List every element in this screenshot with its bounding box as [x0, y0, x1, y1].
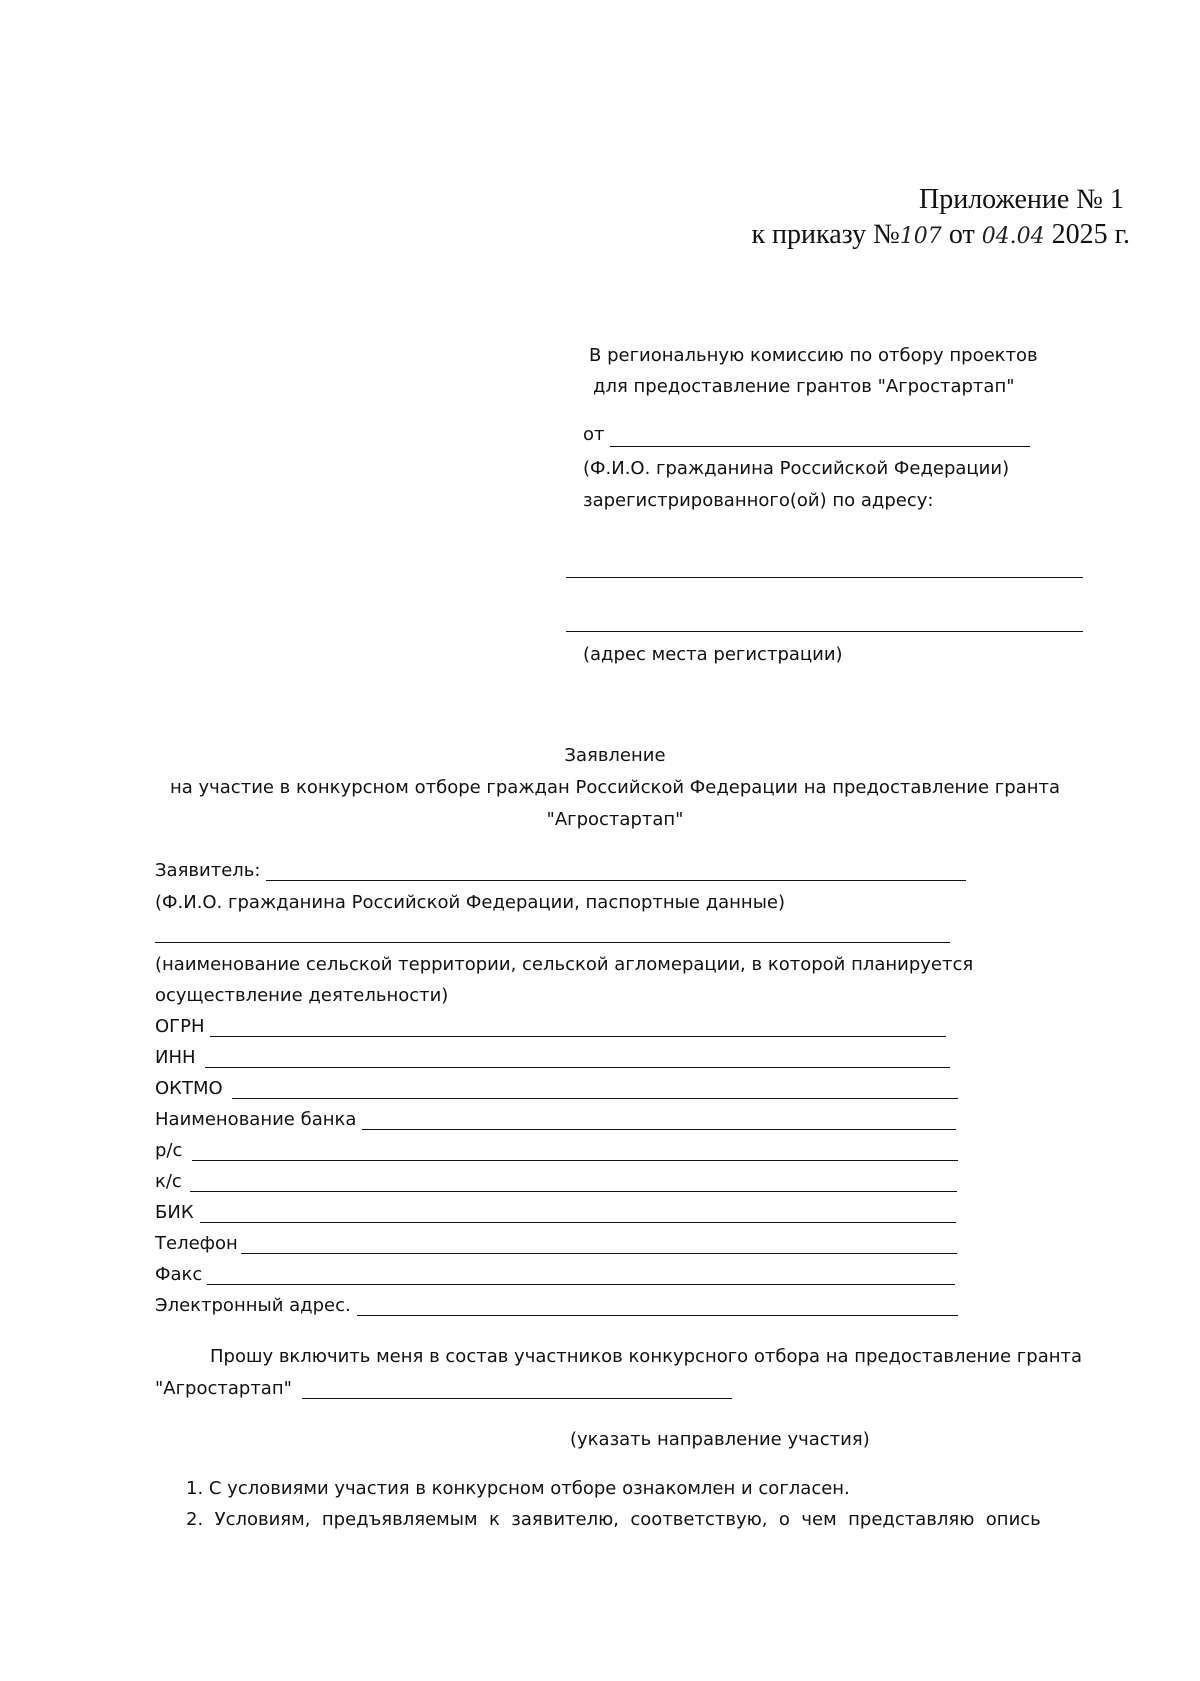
request-grant-name: "Агростартап": [155, 1378, 292, 1399]
fax-label: Факс: [155, 1264, 203, 1285]
territory-blank[interactable]: [155, 942, 950, 943]
direction-blank[interactable]: [302, 1398, 732, 1399]
address-blank-1[interactable]: [566, 577, 1083, 578]
addressee-line-2: для предоставление грантов "Агростартап": [593, 376, 1015, 397]
order-from: от: [948, 219, 975, 250]
request-text: Прошу включить меня в состав участников конкурсного отбора на предоставление гранта: [210, 1346, 1083, 1367]
email-blank[interactable]: [357, 1315, 958, 1316]
ks-label: к/с: [155, 1171, 182, 1192]
applicant-label: Заявитель:: [155, 860, 261, 881]
phone-label: Телефон: [155, 1233, 238, 1254]
phone-blank[interactable]: [241, 1253, 957, 1254]
statement-subtitle: на участие в конкурсном отборе граждан Российской Федерации на предоставление гранта: [169, 777, 1061, 798]
inn-label: ИНН: [155, 1047, 196, 1068]
from-label: от: [583, 424, 605, 445]
rs-label: р/с: [155, 1140, 183, 1161]
applicant-note: (Ф.И.О. гражданина Российской Федерации, паспортные данные): [155, 892, 786, 913]
order-date-handwritten: 04.04: [981, 224, 1045, 249]
inn-blank[interactable]: [205, 1067, 950, 1068]
from-fio-blank[interactable]: [610, 446, 1030, 447]
address-note: (адрес места регистрации): [583, 644, 843, 665]
oktmo-label: ОКТМО: [155, 1078, 223, 1099]
list-item: 1. С условиями участия в конкурсном отборе ознакомлен и согласен.: [186, 1478, 850, 1499]
applicant-blank[interactable]: [266, 880, 966, 881]
bank-label: Наименование банка: [155, 1109, 357, 1130]
bank-blank[interactable]: [362, 1129, 956, 1130]
email-label: Электронный адрес.: [155, 1295, 351, 1316]
registered-label: зарегистрированного(ой) по адресу:: [583, 490, 934, 511]
order-number-handwritten: 107: [899, 224, 942, 249]
territory-note-1: (наименование сельской территории, сельской агломерации, в которой планируется: [155, 954, 974, 975]
order-prefix: к приказу №: [751, 219, 900, 250]
order-year: 2025 г.: [1051, 219, 1130, 250]
statement-grant-name: "Агростартап": [546, 809, 684, 830]
address-blank-2[interactable]: [566, 631, 1083, 632]
ogrn-label: ОГРН: [155, 1016, 205, 1037]
direction-note: (указать направление участия): [570, 1429, 870, 1450]
order-reference: [751, 219, 1130, 251]
ogrn-blank[interactable]: [210, 1036, 946, 1037]
rs-blank[interactable]: [192, 1160, 958, 1161]
statement-title: Заявление: [564, 745, 666, 766]
list-item: 2. Условиям, предъявляемым к заявителю, соответствую, о чем представляю опись: [186, 1509, 1041, 1530]
bik-blank[interactable]: [200, 1222, 956, 1223]
addressee-line-1: В региональную комиссию по отбору проектов: [589, 345, 1038, 366]
ks-blank[interactable]: [190, 1191, 957, 1192]
fax-blank[interactable]: [207, 1284, 955, 1285]
fio-note: (Ф.И.О. гражданина Российской Федерации): [583, 458, 1010, 479]
territory-note-2: осуществление деятельности): [155, 985, 449, 1006]
oktmo-blank[interactable]: [232, 1098, 958, 1099]
appendix-title: Приложение № 1: [919, 184, 1124, 215]
bik-label: БИК: [155, 1202, 194, 1223]
